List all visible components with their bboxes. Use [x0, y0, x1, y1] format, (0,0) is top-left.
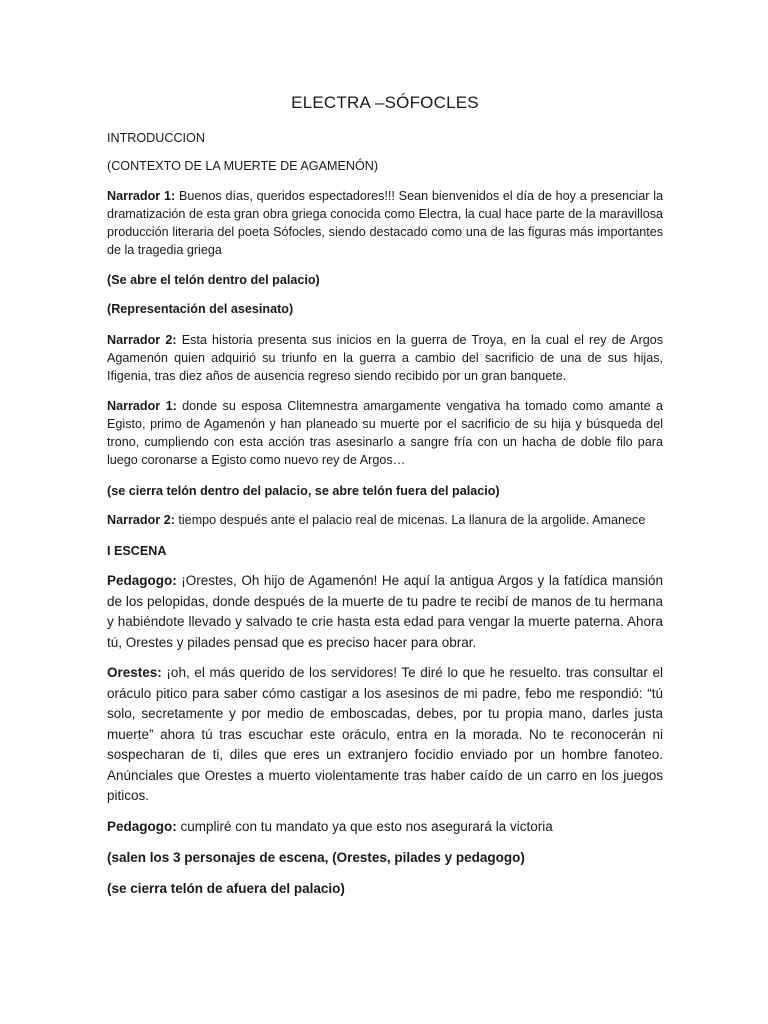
- stage-direction-curtain-change: (se cierra telón dentro del palacio, se abre telón fuera del palacio): [107, 484, 500, 498]
- speaker-label: Narrador 2:: [107, 513, 175, 527]
- paragraph-text: Esta historia presenta sus inicios en la guerra de Troya, en la cual el rey de Argos Agamenón quien adquirió su triunfo en la guerra a cambio del sacrificio de una de sus hijas, Ifigenia, tras diez años de ausencia regreso siendo recibido por un gran banquete.: [107, 333, 664, 383]
- speaker-label: Narrador 1:: [107, 399, 177, 413]
- speaker-label: Pedagogo:: [107, 819, 177, 834]
- narrator1-clitemnestra-paragraph: [107, 397, 663, 469]
- narrator1-intro-paragraph: [107, 187, 663, 259]
- paragraph-text: ¡oh, el más querido de los servidores! Te diré lo que he resuelto. tras consultar el oráculo pitico para saber cómo castigar a los asesinos de mi padre, febo me respondió: “tú solo, secretamente y por medio de emboscadas, debes, por tu propia mano, darles justa muerte” ahora tú tras escuchar este oráculo, entra en la morada. No te reconocerán ni sospecharan de ti, diles que eres un extranjero focidio enviado por un hombre fanoteo. Anúnciales que Orestes a muerto violentamente tras haber caído de un carro en los juegos piticos.: [107, 665, 663, 803]
- stage-direction-exit: (salen los 3 personajes de escena, (Orestes, pilades y pedagogo): [107, 850, 525, 865]
- pedagogo-paragraph: [107, 571, 663, 653]
- paragraph-text: ¡Orestes, Oh hijo de Agamenón! He aquí la antigua Argos y la fatídica mansión de los pelopidas, donde después de la muerte de tu padre te recibí de manos de tu hermana y habiéndote llevado y salvado te crie hasta esta edad para vengar la muerte paterna. Ahora tú, Orestes y pilades pensad que es preciso hacer para obrar.: [107, 573, 663, 650]
- paragraph-text: cumpliré con tu mandato ya que esto nos asegurará la victoria: [176, 819, 553, 834]
- document-title: ELECTRA –SÓFOCLES: [291, 93, 479, 112]
- paragraph-text: donde su esposa Clitemnestra amargamente vengativa ha tomado como amante a Egisto, primo de Agamenón y han planeado su muerte por el sacrificio de su hija y búsqueda del trono, cumpliendo con esta acción tras asesinarlo a sangre fría con un hacha de doble filo para luego coronarse a Egisto como nuevo rey de Argos…: [107, 399, 664, 467]
- orestes-paragraph: [107, 663, 663, 807]
- speaker-label: Pedagogo:: [107, 573, 177, 588]
- paragraph-text: tiempo después ante el palacio real de micenas. La llanura de la argolide. Amanece: [174, 513, 646, 527]
- stage-direction-curtain-close: (se cierra telón de afuera del palacio): [107, 881, 345, 896]
- intro-heading: INTRODUCCION: [107, 131, 205, 145]
- pedagogo-reply-paragraph: [107, 817, 663, 838]
- speaker-label: Orestes:: [107, 665, 162, 680]
- stage-direction-curtain-open: (Se abre el telón dentro del palacio): [107, 273, 320, 287]
- paragraph-text: Buenos días, queridos espectadores!!! Sean bienvenidos el día de hoy a presenciar la dramatización de esta gran obra griega conocida como Electra, la cual hace parte de la maravillosa producción literaria del poeta Sófocles, siendo destacado como una de las figuras más importantes de la tragedia griega: [107, 189, 663, 257]
- stage-direction-murder: (Representación del asesinato): [107, 302, 294, 316]
- speaker-label: Narrador 1:: [107, 189, 176, 203]
- context-heading: (CONTEXTO DE LA MUERTE DE AGAMENÓN): [107, 159, 379, 173]
- narrator2-troy-paragraph: [107, 331, 663, 385]
- scene-heading: I ESCENA: [107, 544, 167, 558]
- speaker-label: Narrador 2:: [107, 333, 177, 347]
- narrator2-micenas-paragraph: [107, 511, 663, 529]
